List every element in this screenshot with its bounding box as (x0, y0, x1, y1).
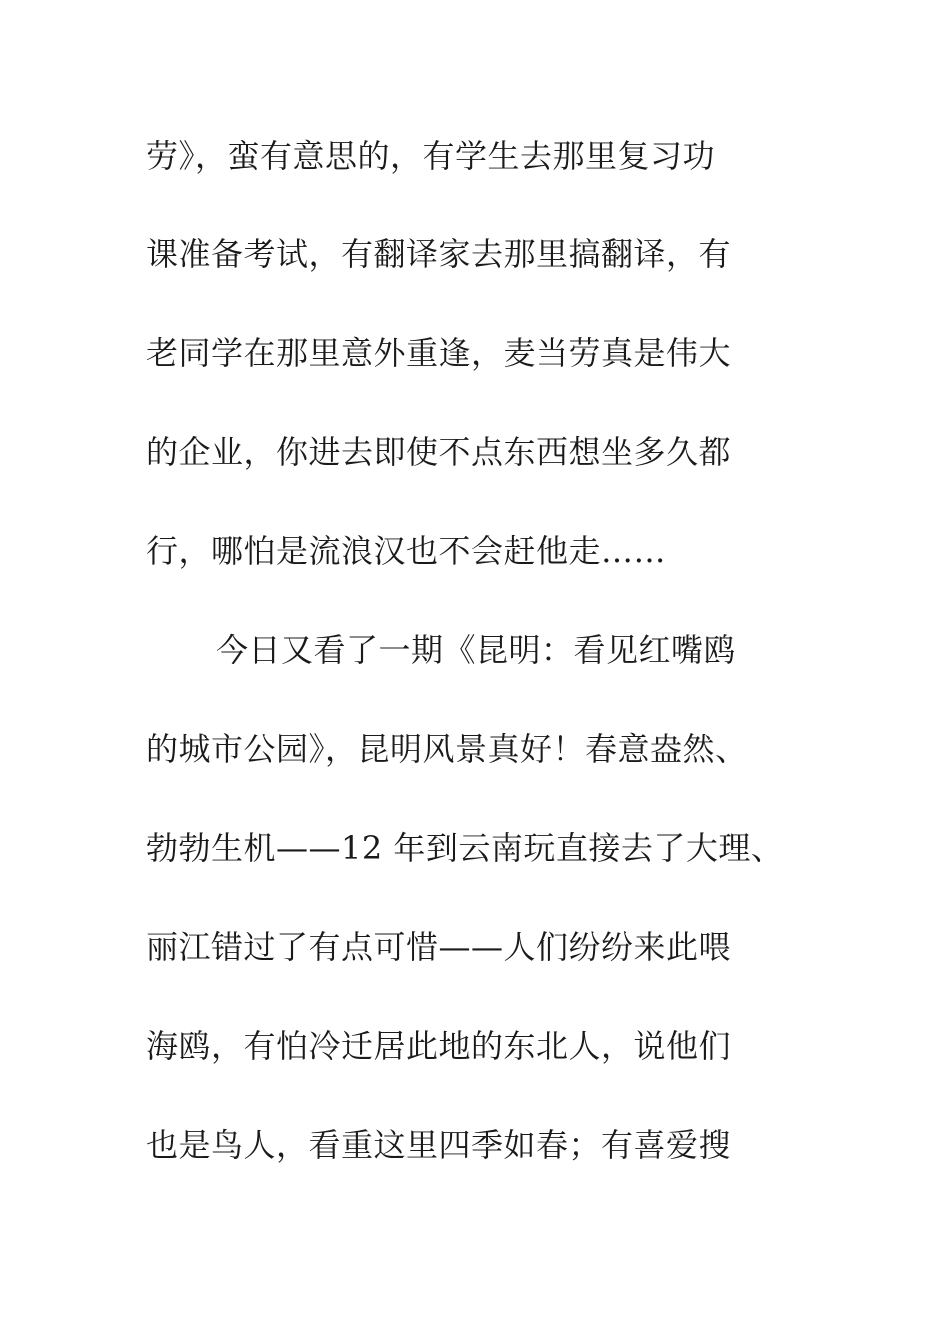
text-line: 海鸥，有怕冷迁居此地的东北人，说他们 (146, 1027, 732, 1065)
text-line: 课准备考试，有翻译家去那里搞翻译，有 (146, 235, 732, 273)
text-line: 也是鸟人，看重这里四季如春；有喜爱搜 (146, 1126, 732, 1164)
text-line: 行，哪怕是流浪汉也不会赶他走…… (146, 532, 667, 570)
paragraph-start-line: 今日又看了一期《昆明：看见红嘴鸥 (216, 631, 737, 669)
text-line: 勃勃生机——12 年到云南玩直接去了大理、 (146, 829, 784, 867)
text-line: 丽江错过了有点可惜——人们纷纷来此喂 (146, 928, 732, 966)
text-line: 的企业，你进去即使不点东西想坐多久都 (146, 433, 732, 471)
text-line: 劳》，蛮有意思的，有学生去那里复习功 (146, 137, 716, 175)
text-line: 老同学在那里意外重逢，麦当劳真是伟大 (146, 334, 732, 372)
text-line: 的城市公园》，昆明风景真好！春意盎然、 (146, 730, 748, 768)
